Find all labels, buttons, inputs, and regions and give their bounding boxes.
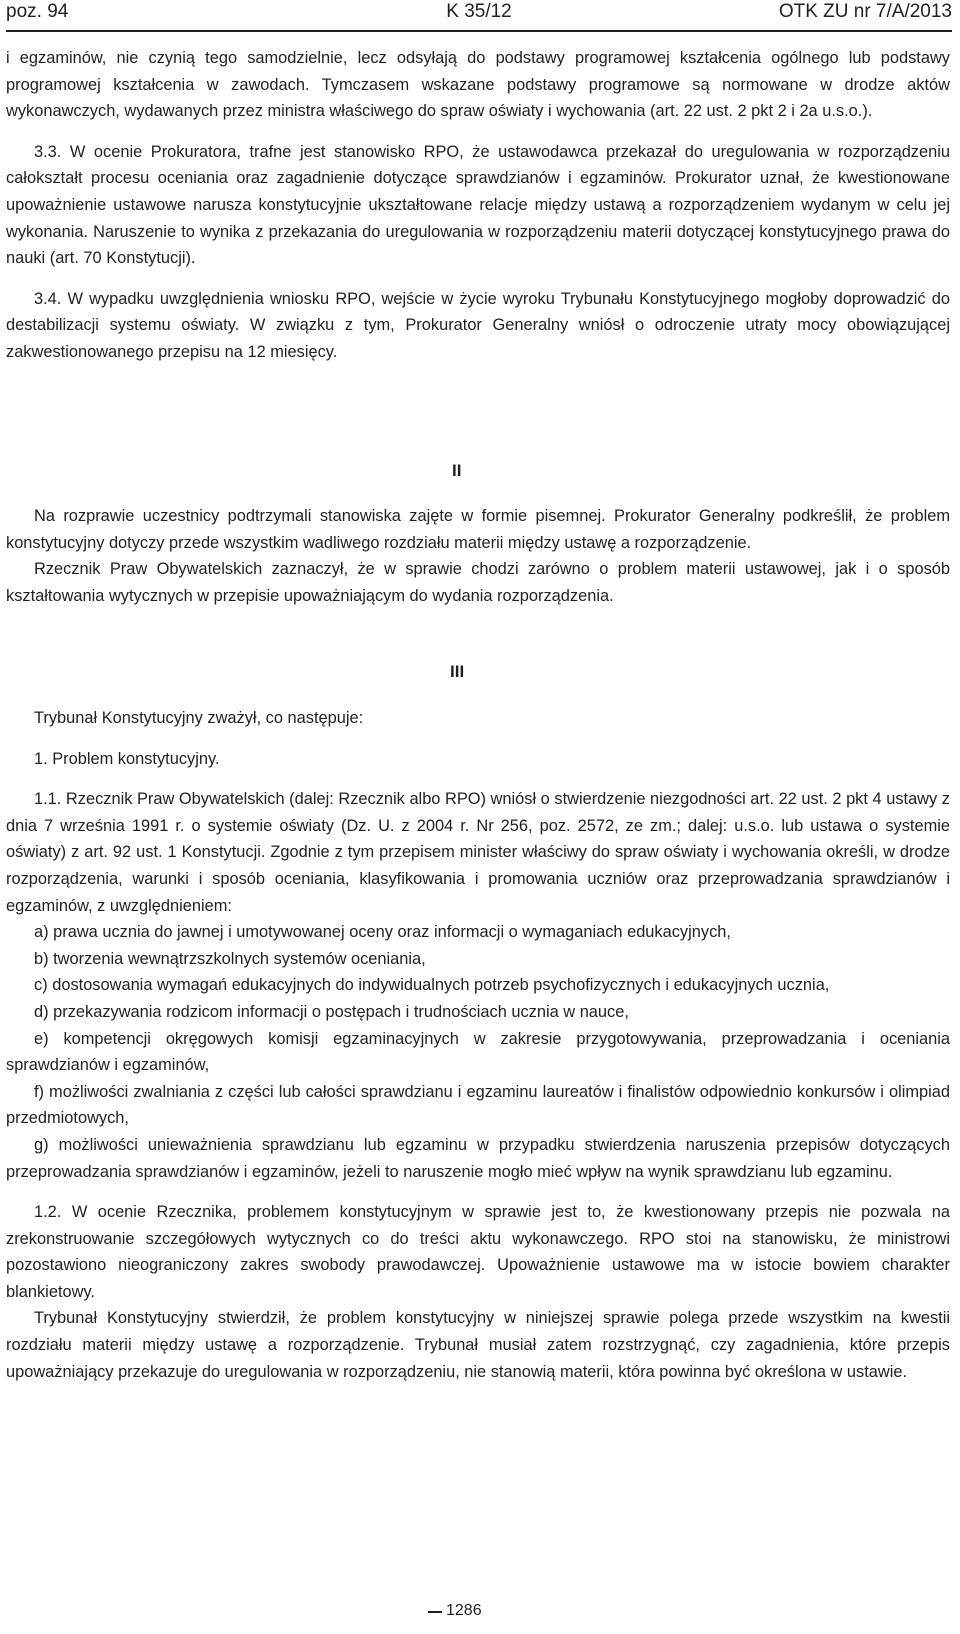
paragraph-tribunal-considered: Trybunał Konstytucyjny zważył, co następuje:: [34, 709, 364, 727]
paragraph-tribunal-stated: Trybunał Konstytucyjny stwierdził, że problem konstytucyjny w niniejszej sprawie polega przede wszystkim na kwestii rozdziału materii między ustawę a rozporządzenie. Trybunał musiał zatem rozstrzygnąć, czy zagadnienia, które przepis upoważniający przekazuje do uregulowania w rozporządzeniu, nie stanowią materii, która powinna być określona w ustawie.: [6, 1309, 950, 1381]
paragraph-1-1: 1.1. Rzecznik Praw Obywatelskich (dalej: Rzecznik albo RPO) wniósł o stwierdzenie niezgodności art. 22 ust. 2 pkt 4 ustawy z dnia 7 września 1991 r. o systemie oświaty (Dz. U. z 2004 r. Nr 256, poz. 2572, ze zm.; dalej: u.s.o. lub ustawa o systemie oświaty) z art. 92 ust. 1 Konstytucji. Zgodnie z tym przepisem minister właściwy do spraw oświaty i wychowania określi, w drodze rozporządzenia, warunki i sposób oceniania, klasyfikowania i promowania uczniów oraz przeprowadzania sprawdzianów i egzaminów, z uwzględnieniem:: [6, 790, 950, 915]
paragraph-hearing: Na rozprawie uczestnicy podtrzymali stanowiska zajęte w formie pisemnej. Prokurator Generalny podkreślił, że problem konstytucyjny dotyczy przede wszystkim wadliwego rozdziału materii między ustawę a rozporządzenie.: [6, 507, 950, 552]
footer-dash: [428, 1611, 442, 1613]
case-signature: K 35/12: [446, 1, 512, 22]
list-item-c: c) dostosowania wymagań edukacyjnych do indywidualnych potrzeb psychofizycznych i edukacyjnych ucznia,: [34, 976, 830, 995]
list-item-f: f) możliwości zwalniania z części lub całości sprawdzianu i egzaminu laureatów i finalistów odpowiednio konkursów i olimpiad przedmiotowych,: [6, 1082, 950, 1128]
paragraph-heading-problem: 1. Problem konstytucyjny.: [34, 749, 220, 768]
section-heading-iii: III: [450, 662, 465, 681]
text-block-2: [6, 503, 950, 609]
page-footer: [0, 1599, 960, 1623]
list-item-a: a) prawa ucznia do jawnej i umotywowanej oceny oraz informacji o wymaganiach edukacyjnych,: [34, 923, 731, 942]
list-item-g: g) możliwości unieważnienia sprawdzianu lub egzaminu w przypadku stwierdzenia naruszenia przepisów dotyczących przeprowadzania sprawdzianów i egzaminów, jeżeli to naruszenie mogło mieć wpływ na wynik sprawdzianu lub egzaminu.: [6, 1135, 950, 1181]
text-block-3: [6, 705, 950, 1385]
text-block-1: [6, 45, 950, 366]
section-heading-ii: II: [452, 461, 462, 480]
paragraph-continuation: i egzaminów, nie czynią tego samodzielnie, lecz odsyłają do podstawy programowej kształcenia ogólnego lub podstawy programowej kształcenia w zawodach. Tymczasem wskazane podstawy programowe są normowane w drodze aktów wykonawczych, wydawanych przez ministra właściwego do spraw oświaty i wychowania (art. 22 ust. 2 pkt 2 i 2a u.s.o.).: [6, 49, 950, 121]
paragraph-1-2: 1.2. W ocenie Rzecznika, problemem konstytucyjnym w sprawie jest to, że kwestionowany przepis nie pozwala na zrekonstruowanie szczegółowych wytycznych co do treści aktu wykonawczego. RPO stoi na stanowisku, że ministrowi pozostawiono nieograniczony zakres swobody prawodawczej. Upoważnienie ustawowe ma w istocie bowiem charakter blankietowy.: [6, 1203, 950, 1301]
list-item-d: d) przekazywania rodzicom informacji o postępach i trudnościach ucznia w nauce,: [34, 1002, 629, 1021]
page-number: 1286: [446, 1602, 482, 1619]
list-item-b: b) tworzenia wewnątrzszkolnych systemów oceniania,: [34, 949, 426, 968]
position-number: poz. 94: [6, 1, 69, 22]
paragraph-ombudsman: Rzecznik Praw Obywatelskich zaznaczył, że w sprawie chodzi zarówno o problem materii ustawowej, jak i o sposób kształtowania wytycznych w przepisie upoważniającym do wydania rozporządzenia.: [6, 560, 950, 605]
journal-reference: OTK ZU nr 7/A/2013: [778, 1, 952, 22]
page-header: [6, 0, 952, 32]
list-item-e: e) kompetencji okręgowych komisji egzaminacyjnych w zakresie przygotowywania, przeprowadzania i oceniania sprawdzianów i egzaminów,: [6, 1029, 950, 1075]
paragraph-3-3: 3.3. W ocenie Prokuratora, trafne jest stanowisko RPO, że ustawodawca przekazał do uregulowania w rozporządzeniu całokształt procesu oceniania oraz zagadnienie dotyczące sprawdzianów i egzaminów. Prokurator uznał, że kwestionowane upoważnienie ustawowe narusza konstytucyjnie ukształtowane relacje między ustawą a rozporządzeniem wydanym w celu jej wykonania. Naruszenie to wynika z przekazania do uregulowania w rozporządzeniu materii dotyczącej konstytucyjnego prawa do nauki (art. 70 Konstytucji).: [6, 142, 950, 268]
paragraph-3-4: 3.4. W wypadku uwzględnienia wniosku RPO, wejście w życie wyroku Trybunału Konstytucyjnego mogłoby doprowadzić do destabilizacji systemu oświaty. W związku z tym, Prokurator Generalny wniósł o odroczenie utraty mocy obowiązującej zakwestionowanego przepisu na 12 miesięcy.: [6, 289, 950, 361]
